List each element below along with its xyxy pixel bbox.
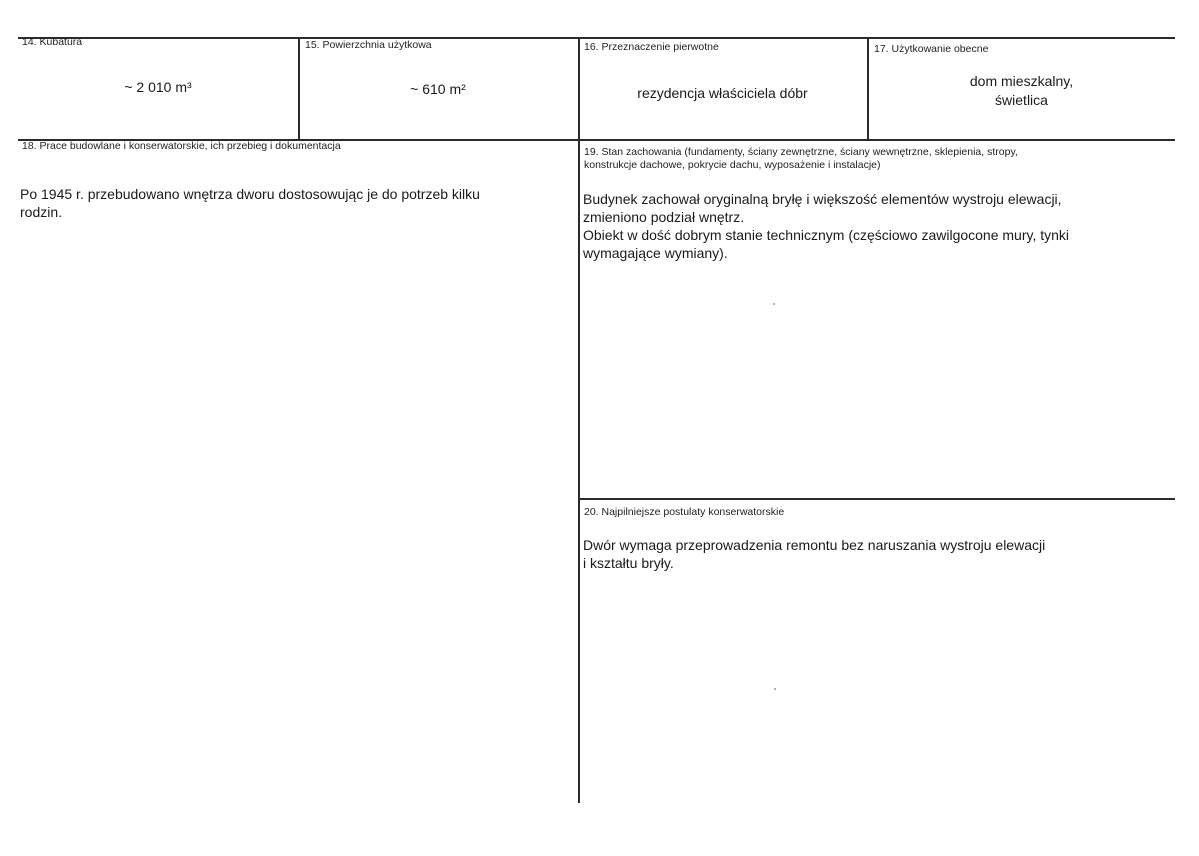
scan-speck	[774, 688, 776, 690]
field-19-text-line-3: Obiekt w dość dobrym stanie technicznym (częściowo zawilgocone mury, tynki	[583, 227, 1070, 243]
field-20-label: 20. Najpilniejsze postulaty konserwatorskie	[584, 506, 785, 518]
field-18-text	[20, 185, 480, 221]
field-19-text-line-2: zmieniono podział wnętrz.	[583, 209, 745, 225]
field-17-label: 17. Użytkowanie obecne	[874, 43, 989, 55]
field-20-text	[583, 536, 1045, 572]
field-19-label-line-2: konstrukcje dachowe, pokrycie dachu, wyposażenie i instalacje)	[584, 159, 881, 171]
field-19-text-line-4: wymagające wymiany).	[583, 245, 728, 261]
field-19-label-line-1: 19. Stan zachowania (fundamenty, ściany zewnętrzne, ściany wewnętrzne, sklepienia, stropy,	[584, 146, 1018, 158]
field-17-value	[868, 72, 1175, 110]
scan-speck	[773, 303, 775, 305]
col-divider-main	[578, 139, 580, 803]
field-16-label: 16. Przeznaczenie pierwotne	[584, 41, 719, 53]
field-14-label: 14. Kubatura	[22, 36, 83, 48]
field-16-value: rezydencja właściciela dóbr	[637, 85, 808, 101]
field-18-label: 18. Prace budowlane i konserwatorskie, ich przebieg i dokumentacja	[22, 140, 341, 152]
field-19-text-line-1: Budynek zachował oryginalną bryłę i większość elementów wystroju elewacji,	[583, 191, 1062, 207]
field-19-text	[583, 190, 1069, 262]
field-19-label	[584, 146, 1018, 172]
field-15-label: 15. Powierzchnia użytkowa	[305, 39, 432, 51]
field-15-value: ~ 610 m²	[410, 81, 466, 97]
field-17-value-line-1: dom mieszkalny,	[969, 73, 1074, 89]
field-14-value: ~ 2 010 m³	[124, 79, 192, 95]
section-divider-19-20	[578, 498, 1175, 500]
top-border	[18, 37, 1175, 39]
field-20-text-line-1: Dwór wymaga przeprowadzenia remontu bez naruszania wystroju elewacji	[583, 537, 1046, 553]
field-18-text-line-1: Po 1945 r. przebudowano wnętrza dworu dostosowując je do potrzeb kilku	[20, 186, 480, 202]
field-17-value-line-2: świetlica	[995, 92, 1048, 108]
field-20-text-line-2: i kształtu bryły.	[583, 555, 674, 571]
field-18-text-line-2: rodzin.	[20, 204, 63, 220]
